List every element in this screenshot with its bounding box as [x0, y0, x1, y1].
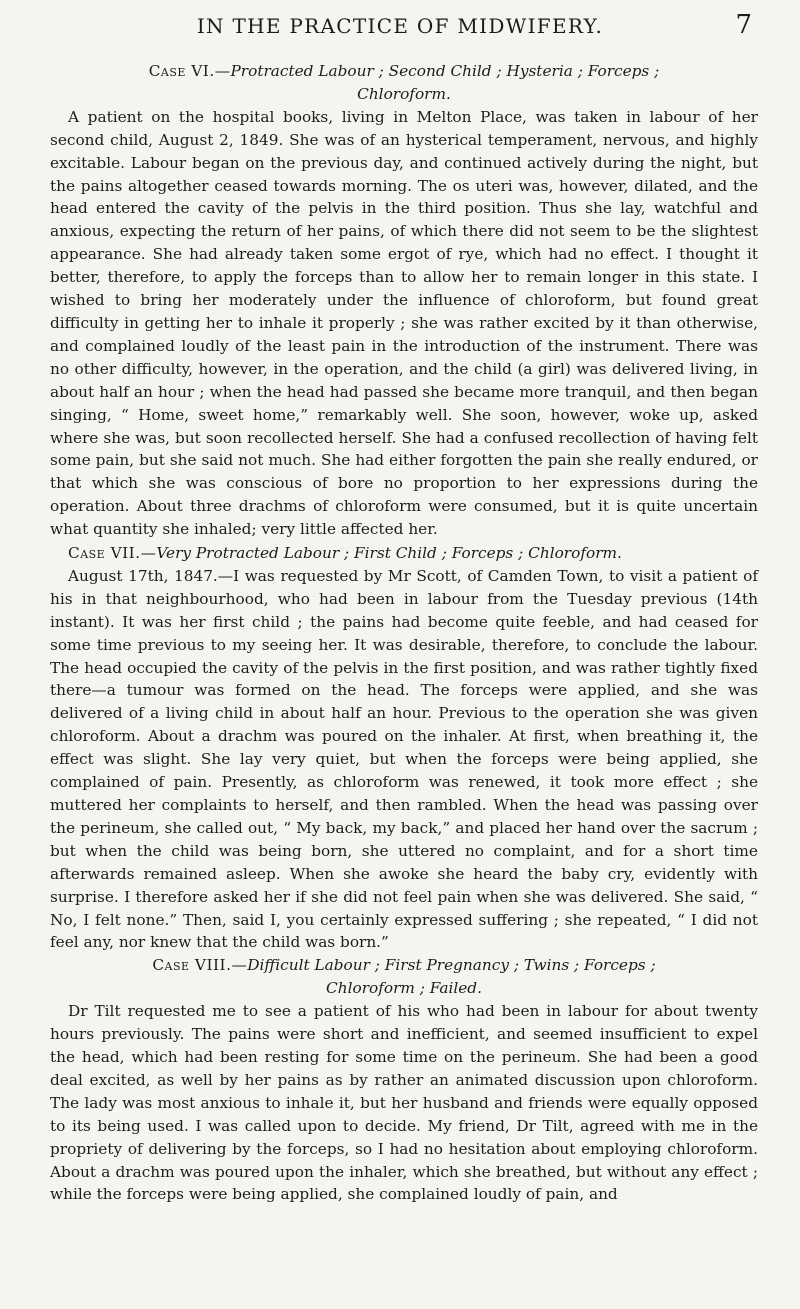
case-6-number: Case VI.— — [148, 62, 231, 80]
case-8-title-cont: Chloroform ; Failed. — [326, 979, 482, 998]
case-6-title-cont: Chloroform. — [357, 84, 451, 103]
case-7-number: Case VII.— — [68, 544, 157, 563]
case-7-paragraph: August 17th, 1847.—I was requested by Mr Scott, of Camden Town, to visit a patient of his in that neighbourhood, who had been in labour from the Tuesday previous (14th instant). It was her first child ; the pains had become quite feeble, and had ceased for some time previous to my seeing her. It was desirable, therefore, to conclude the labour. The head occupied the cavity of the pelvis in the first position, and was rather tightly fixed there—a tumour was formed on the head. The forceps were applied, and she was delivered of a living child in about half an hour. Previous to the operation she was given chloroform. About a drachm was poured on the inhaler. At first, when breathing it, the effect was slight. She lay very quiet, but when the forceps were being applied, she complained of pain. Presently, as chloroform was renewed, it took more effect ; she muttered her complaints to herself, and then rambled. When the head was passing over the perineum, she called out, “ My back, my back,” and placed her hand over the sacrum ; but when the child was being born, she uttered no complaint, and for a short time afterwards remained asleep. When she awoke she heard the baby cry, evidently with surprise. I therefore asked her if she did not feel pain when she was delivered. She said, “ No, I felt none.” Then, said I, you certainly expressed suffering ; she repeated, “ I did not feel any, nor knew that the child was born.” — [50, 566, 758, 952]
case-8-number: Case VIII.— — [152, 956, 248, 975]
running-title: IN THE PRACTICE OF MIDWIFERY. — [196, 14, 604, 38]
body-text — [50, 60, 758, 1206]
running-head — [0, 10, 800, 44]
case-7-title: Very Protracted Labour ; First Child ; Forceps ; Chloroform. — [156, 544, 622, 563]
case-8-paragraph: Dr Tilt requested me to see a patient of his who had been in labour for about twenty hours previously. The pains were short and inefficient, and seemed insufficient to expel the head, which had been resting for some time on the perineum. She had been a good deal excited, as well by her pains as by rather an animated discussion upon chloroform. The lady was most anxious to inhale it, but her husband and friends were equally opposed to its being used. I was called upon to decide. My friend, Dr Tilt, agreed with me in the propriety of delivering by the forceps, so I had no hesitation about employing chloroform. About a drachm was poured upon the inhaler, which she breathed, but without any effect ; while the forceps were being applied, she complained loudly of pain, and — [50, 1002, 758, 1204]
case-6-title: Protracted Labour ; Second Child ; Hysteria ; Forceps ; — [230, 62, 660, 80]
case-6-paragraph: A patient on the hospital books, living in Melton Place, was taken in labour of her second child, August 2, 1849. She was of an hysterical temperament, nervous, and highly excitable. Labour began on the previous day, and continued actively during the night, but the pains altogether ceased towards morning. The os uteri was, however, dilated, and the head entered the cavity of the pelvis in the third position. Thus she lay, watchful and anxious, expecting the return of her pains, of which there did not seem to be the slightest appearance. She had already taken some ergot of rye, which had no effect. I thought it better, therefore, to apply the forceps than to allow her to remain longer in this state. I wished to bring her moderately under the influence of chloroform, but found great difficulty in getting her to inhale it properly ; she was rather excited by it than otherwise, and complained loudly of the least pain in the introduction of the instrument. There was no other difficulty, however, in the operation, and the child (a girl) was delivered living, in about half an hour ; when the head had passed she became more tranquil, and then began singing, “ Home, sweet home,” remarkably well. She soon, however, woke up, asked where she was, but soon recollected herself. She had a confused recollection of having felt some pain, but she said not much. She had either forgotten the pain she really endured, or that which she was conscious of bore no proportion to her expressions during the operation. About three drachms of chloroform were consumed, but it is quite uncertain what quantity she inhaled; very little affected her. — [50, 107, 758, 539]
case-8-heading — [50, 954, 758, 1000]
case-8-title: Difficult Labour ; First Pregnancy ; Twins ; Forceps ; — [247, 956, 656, 975]
page-number: 7 — [735, 10, 752, 40]
case-7-heading — [50, 542, 758, 565]
case-6-heading — [50, 60, 758, 106]
